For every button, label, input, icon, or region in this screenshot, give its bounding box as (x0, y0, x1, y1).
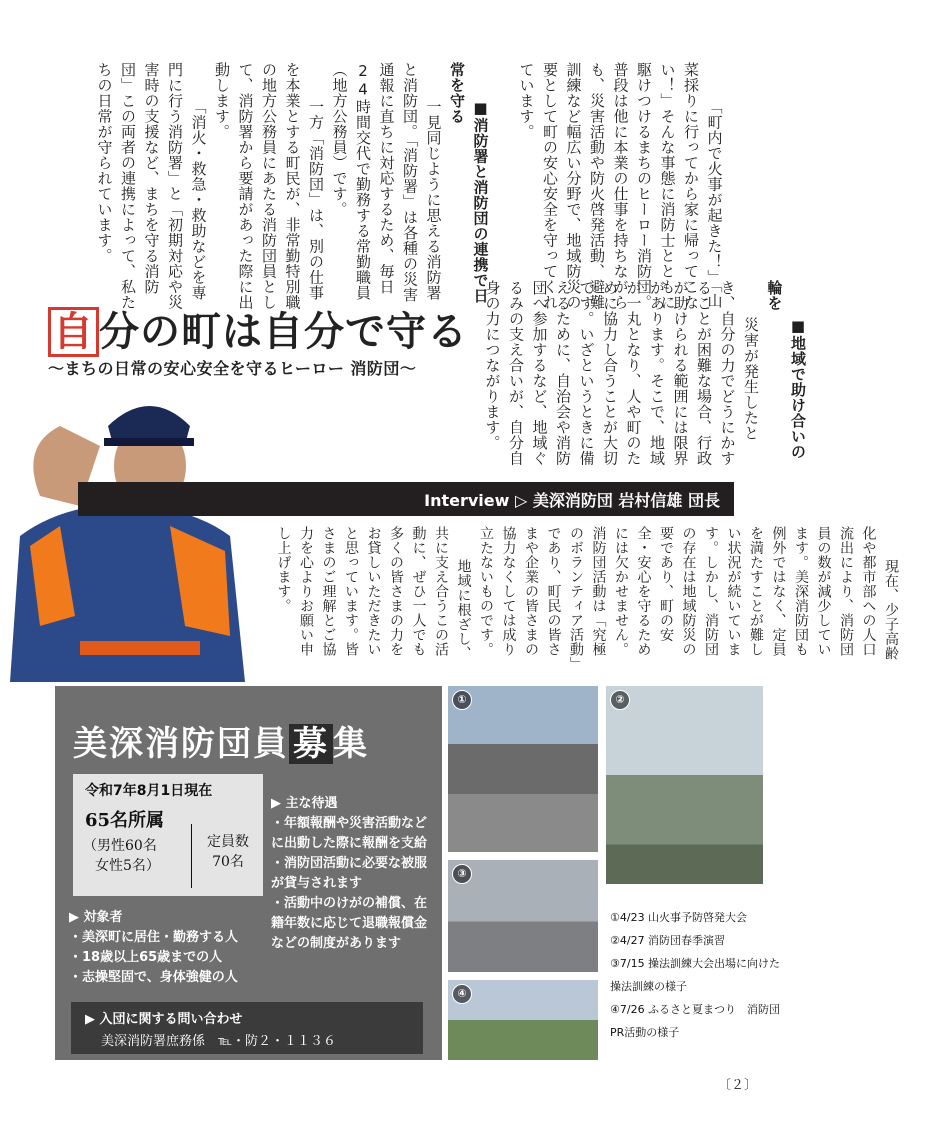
stats-divider (191, 824, 192, 888)
cooperation-paragraph: 一見同じように思える消防署と消防団。「消防署」は各種の災害通報に直ちに対応するため、毎日24時間交代で勤務する常勤職員（地方公務員）です。 (330, 62, 443, 303)
cooperation-column (92, 62, 515, 312)
caption-item: ③7/15 操法訓練大会出場に向けた操法訓練の様子 (610, 957, 781, 993)
eligibility-list (69, 908, 269, 988)
interview-paragraph: 地域に根ざし、共に支え合うこの活動に、ぜひ一人でも多くの皆さまの力をお貸しいただきたいと思っています。皆さまのご理解とご協力を心よりお願い申し上げます。 (275, 526, 472, 661)
title-first-char: 自 (48, 307, 99, 357)
photo-badge: ④ (452, 984, 472, 1004)
stats-count: 65名所属 (85, 810, 165, 831)
stats-capacity (199, 832, 257, 872)
photo-badge: ③ (452, 864, 472, 884)
cooperation-paragraph: 「消火・救急・救助などを専門に行う消防署」と「初期対応や災害時の支援など、まちを守る消防団」この両者の連携によって、私たちの日常が守られています。 (95, 62, 208, 310)
benefits-heading: ▶ 主な待遇 (271, 796, 338, 811)
interview-column (272, 526, 925, 670)
eligibility-heading: ▶ 対象者 (69, 910, 123, 925)
benefit-item: ・消防団活動に必要な被服が貸与されます (271, 856, 428, 891)
contact-body: 美深消防署庶務係 ℡・防２・１１３６ (101, 1034, 336, 1049)
benefits-list (271, 794, 439, 954)
photo-badge: ① (452, 690, 472, 710)
photo-summer-festival (448, 980, 598, 1060)
page-title (48, 300, 468, 357)
photo-badge: ② (610, 690, 630, 710)
photo-spring-drill (606, 686, 763, 884)
recruitment-title-b: 集 (333, 724, 369, 764)
eligibility-item: ・美深町に居住・勤務する人 (69, 930, 239, 945)
page-subtitle: ～まちの日常の安心安全を守るヒーロー 消防団～ (48, 359, 417, 378)
community-paragraph: 災害が発生したとき、自分の力でどうにかすることが困難な場合、行政が助けられる範囲には限界があります。そこで、地域が一丸となり、人や町のために協力し合うことが大切です。いざというときに備えるために、自治会や消防団へ参加するなど、地域ぐるみの支え合いが、自分自身の力につながります。 (483, 280, 760, 466)
title-rest: 分の町は自分で守る (99, 309, 468, 355)
photo-drill-training (448, 860, 598, 972)
firefighter-photo (0, 386, 250, 682)
cooperation-heading: ■消防署と消防団の連携で日常を守る (448, 62, 490, 304)
benefit-item: ・活動中のけがの補償、在籍年数に応じて退職報償金などの制度があります (271, 896, 428, 951)
caption-item: ①4/23 山火事予防啓発大会 (610, 911, 748, 924)
interview-paragraph: 現在、少子高齢化や都市部への人口流出により、消防団員の数が減少しています。美深消防団も例外ではなく、定員を満たすことが難しい状況が続いています。しかし、消防団の存在は地域防災の要であり、町の安全・安心を守るためには欠かせません。消防団活動は「究極のボランティア活動」であり、町民の皆さまや企業の皆さまの協力なくしては成り立たないものです。 (478, 526, 899, 664)
recruitment-title-a: 美深消防団員 (73, 724, 289, 764)
intro-column (514, 62, 749, 312)
capacity-value: 70名 (212, 854, 244, 870)
contact-box (71, 1002, 423, 1054)
stats-breakdown-male: （男性60名 (83, 838, 157, 854)
recruitment-title (73, 716, 369, 765)
recruitment-panel (55, 686, 442, 1060)
contact-heading: ▶ 入団に関する問い合わせ (85, 1012, 243, 1027)
eligibility-item: ・18歳以上65歳までの人 (69, 950, 223, 965)
stats-breakdown-female: 女性5名） (95, 858, 160, 874)
capacity-label: 定員数 (207, 834, 249, 850)
intro-paragraph: 「町内で火事が起きた！」「山菜採りに行ってから家に帰ってこない！」そんな事態に消防士とともに駆けつけるまちのヒーロー消防団。普段は他に本業の仕事を持ちながらも、災害活動や防火啓発活動、避難訓練など幅広い分野で、地域防災の要として町の安心安全を守ってくれています。 (517, 62, 724, 310)
cooperation-paragraph: 一方「消防団」は、別の仕事を本業とする町民が、非常勤特別職の地方公務員にあたる消防団員として、消防署から要請があった際に出動します。 (213, 62, 325, 310)
stats-breakdown (83, 836, 160, 876)
photo-captions (610, 906, 785, 1044)
community-column (480, 280, 833, 470)
membership-stats (73, 774, 263, 896)
recruitment-title-highlight: 募 (289, 724, 333, 764)
photo-wildfire-event (448, 686, 598, 852)
stats-date: 令和7年8月1日現在 (85, 783, 213, 799)
interview-bar (78, 482, 734, 516)
caption-item: ④7/26 ふるさと夏まつり 消防団PR活動の様子 (610, 1003, 781, 1039)
interview-title: Interview ▷ 美深消防団 岩村信雄 団長 (424, 491, 720, 510)
community-heading: ■地域で助け合いの輪を (765, 280, 807, 460)
page-number: 〔２〕 (718, 1078, 758, 1093)
caption-item: ②4/27 消防団春季演習 (610, 934, 726, 947)
eligibility-item: ・志操堅固で、身体強健の人 (69, 970, 238, 985)
benefit-item: ・年額報酬や災害活動などに出動した際に報酬を支給 (271, 816, 428, 851)
